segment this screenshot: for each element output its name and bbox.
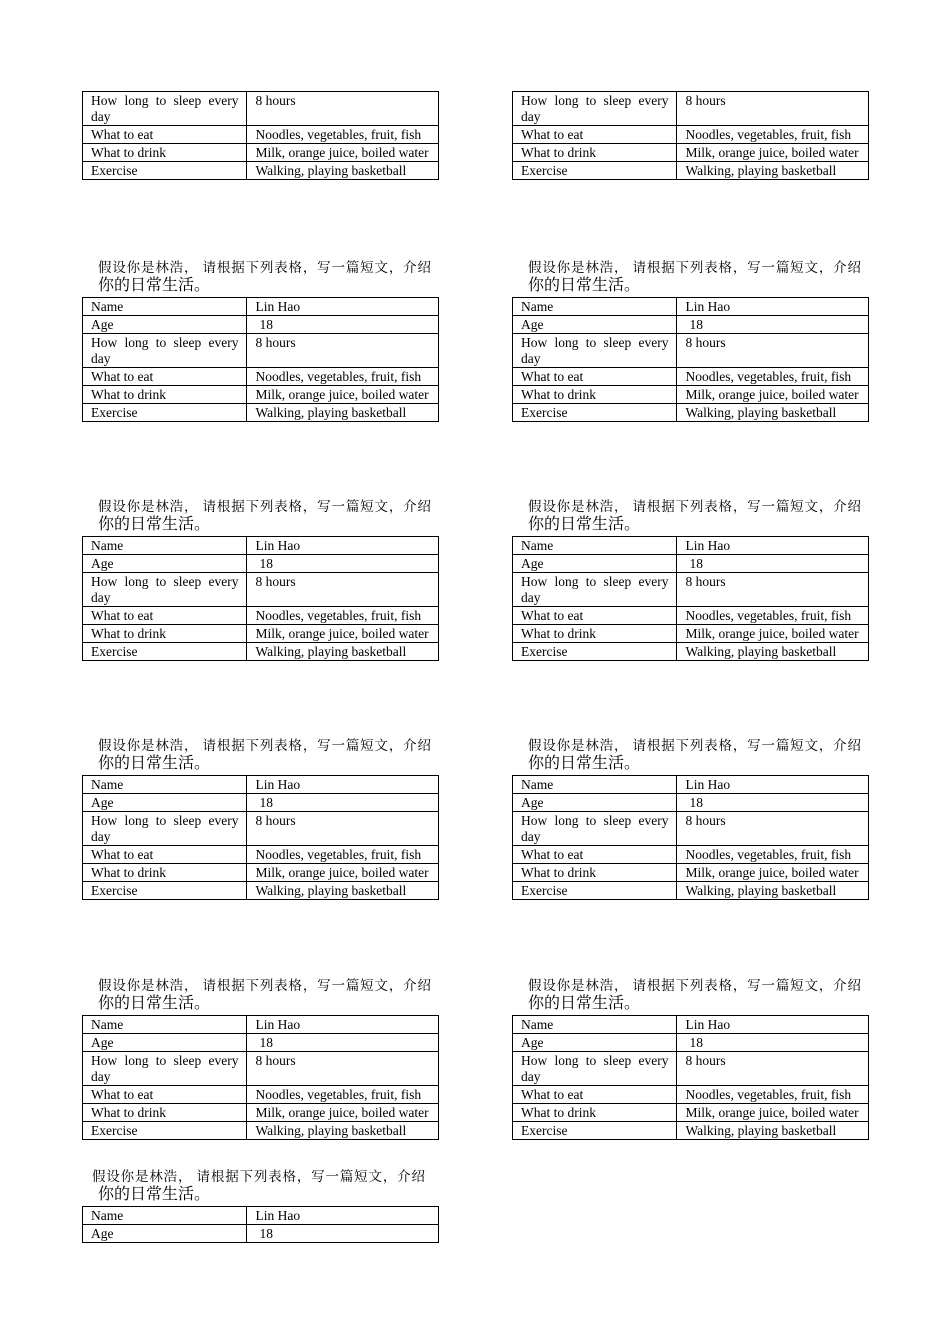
table-row bbox=[83, 92, 439, 126]
row-value: Milk, orange juice, boiled water bbox=[247, 144, 439, 162]
card-partial-bottom bbox=[82, 1168, 439, 1243]
table-row bbox=[83, 298, 439, 316]
row-value: Walking, playing basketball bbox=[247, 882, 439, 900]
row-label: Name bbox=[513, 537, 677, 555]
row-value: 18 bbox=[247, 555, 439, 573]
row-value: Lin Hao bbox=[247, 537, 439, 555]
row-value: Milk, orange juice, boiled water bbox=[247, 625, 439, 643]
table-row bbox=[513, 404, 869, 422]
row-value: 8 hours bbox=[247, 812, 439, 846]
row-label: What to drink bbox=[83, 1104, 247, 1122]
table-row bbox=[83, 537, 439, 555]
prompt-line-1: 假设你是林浩， 请根据下列表格，写一篇短文，介绍 bbox=[528, 978, 861, 993]
table-row bbox=[513, 1052, 869, 1086]
row-label: What to eat bbox=[83, 607, 247, 625]
prompt-line-1: 假设你是林浩， 请根据下列表格，写一篇短文，介绍 bbox=[98, 499, 431, 514]
row-label: How long to sleep every day bbox=[513, 1052, 677, 1086]
table-row bbox=[513, 625, 869, 643]
row-value: Walking, playing basketball bbox=[677, 162, 869, 180]
row-label: Age bbox=[83, 794, 247, 812]
table-row bbox=[83, 555, 439, 573]
table-row bbox=[83, 846, 439, 864]
row-label: Exercise bbox=[83, 162, 247, 180]
table-row bbox=[83, 776, 439, 794]
table-row bbox=[513, 1104, 869, 1122]
prompt-card bbox=[512, 737, 869, 900]
table-row bbox=[513, 1016, 869, 1034]
row-label: Age bbox=[513, 555, 677, 573]
row-value: Walking, playing basketball bbox=[677, 1122, 869, 1140]
prompt-line-1: 假设你是林浩， 请根据下列表格，写一篇短文，介绍 bbox=[98, 738, 431, 753]
row-label: What to eat bbox=[83, 126, 247, 144]
row-label: Age bbox=[513, 316, 677, 334]
row-value: Milk, orange juice, boiled water bbox=[247, 864, 439, 882]
table-row bbox=[513, 162, 869, 180]
row-label: Exercise bbox=[83, 404, 247, 422]
row-value: Noodles, vegetables, fruit, fish bbox=[247, 126, 439, 144]
row-label: Exercise bbox=[513, 404, 677, 422]
table-row bbox=[513, 334, 869, 368]
table-row bbox=[513, 555, 869, 573]
prompt-line-2: 你的日常生活。 bbox=[528, 516, 641, 533]
row-value: 18 bbox=[677, 1034, 869, 1052]
table-row bbox=[513, 386, 869, 404]
row-label: Name bbox=[83, 1016, 247, 1034]
row-label: What to eat bbox=[513, 126, 677, 144]
prompt-line-1: 假设你是林浩， 请根据下列表格，写一篇短文，介绍 bbox=[92, 1169, 425, 1184]
row-value: Lin Hao bbox=[677, 537, 869, 555]
table-row bbox=[83, 386, 439, 404]
row-label: What to drink bbox=[513, 1104, 677, 1122]
prompt-line-2: 你的日常生活。 bbox=[98, 277, 211, 294]
table-row bbox=[513, 882, 869, 900]
table-row bbox=[513, 607, 869, 625]
prompt-line-1: 假设你是林浩， 请根据下列表格，写一篇短文，介绍 bbox=[528, 260, 861, 275]
table-row bbox=[83, 1104, 439, 1122]
table-row bbox=[513, 126, 869, 144]
row-label: Exercise bbox=[83, 882, 247, 900]
row-value: Milk, orange juice, boiled water bbox=[247, 1104, 439, 1122]
table-row bbox=[83, 1207, 439, 1225]
row-value: 8 hours bbox=[247, 573, 439, 607]
prompt-card bbox=[82, 737, 439, 900]
table-row bbox=[83, 882, 439, 900]
info-table bbox=[512, 91, 869, 180]
row-value: Milk, orange juice, boiled water bbox=[677, 144, 869, 162]
row-label: How long to sleep every day bbox=[513, 334, 677, 368]
row-label: How long to sleep every day bbox=[83, 1052, 247, 1086]
row-label: How long to sleep every day bbox=[83, 573, 247, 607]
info-table bbox=[512, 775, 869, 900]
writing-prompt bbox=[82, 977, 439, 1015]
row-value: Walking, playing basketball bbox=[247, 643, 439, 661]
prompt-line-2: 你的日常生活。 bbox=[528, 755, 641, 772]
prompt-line-2: 你的日常生活。 bbox=[98, 1186, 211, 1203]
table-row bbox=[513, 573, 869, 607]
info-table bbox=[512, 297, 869, 422]
row-value: Milk, orange juice, boiled water bbox=[247, 386, 439, 404]
info-table bbox=[82, 536, 439, 661]
table-row bbox=[83, 316, 439, 334]
row-label: Age bbox=[513, 1034, 677, 1052]
row-label: Age bbox=[83, 1034, 247, 1052]
table-row bbox=[513, 1122, 869, 1140]
row-value: 8 hours bbox=[677, 1052, 869, 1086]
prompt-card bbox=[512, 977, 869, 1140]
row-value: Noodles, vegetables, fruit, fish bbox=[677, 1086, 869, 1104]
table-row bbox=[513, 537, 869, 555]
row-label: What to eat bbox=[513, 607, 677, 625]
prompt-line-2: 你的日常生活。 bbox=[528, 277, 641, 294]
row-label: What to drink bbox=[83, 386, 247, 404]
row-value: 18 bbox=[677, 794, 869, 812]
info-table bbox=[82, 297, 439, 422]
row-label: How long to sleep every day bbox=[83, 812, 247, 846]
info-table bbox=[82, 775, 439, 900]
table-row bbox=[513, 298, 869, 316]
prompt-card bbox=[512, 259, 869, 422]
row-label: What to eat bbox=[513, 1086, 677, 1104]
row-label: Age bbox=[83, 1225, 247, 1243]
row-value: Lin Hao bbox=[247, 776, 439, 794]
table-row bbox=[513, 864, 869, 882]
row-value: Walking, playing basketball bbox=[677, 882, 869, 900]
row-label: How long to sleep every day bbox=[513, 92, 677, 126]
row-label: What to drink bbox=[513, 386, 677, 404]
card-partial-right bbox=[512, 91, 869, 180]
row-value: Noodles, vegetables, fruit, fish bbox=[677, 126, 869, 144]
table-row bbox=[513, 144, 869, 162]
row-label: What to drink bbox=[83, 144, 247, 162]
row-label: Exercise bbox=[83, 1122, 247, 1140]
table-row bbox=[513, 1086, 869, 1104]
info-table bbox=[82, 91, 439, 180]
row-value: Lin Hao bbox=[247, 1207, 439, 1225]
row-label: Age bbox=[513, 794, 677, 812]
prompt-card bbox=[82, 259, 439, 422]
row-value: 18 bbox=[247, 316, 439, 334]
table-row bbox=[513, 794, 869, 812]
table-row bbox=[83, 162, 439, 180]
table-row bbox=[83, 1016, 439, 1034]
row-value: Lin Hao bbox=[247, 1016, 439, 1034]
table-row bbox=[513, 1034, 869, 1052]
row-label: Name bbox=[83, 776, 247, 794]
row-label: What to drink bbox=[513, 864, 677, 882]
writing-prompt bbox=[512, 737, 869, 775]
row-value: 18 bbox=[677, 316, 869, 334]
row-value: Milk, orange juice, boiled water bbox=[677, 1104, 869, 1122]
card-partial-left bbox=[82, 91, 439, 180]
table-row bbox=[513, 643, 869, 661]
row-value: Noodles, vegetables, fruit, fish bbox=[247, 607, 439, 625]
table-row bbox=[83, 368, 439, 386]
row-value: Noodles, vegetables, fruit, fish bbox=[247, 846, 439, 864]
row-label: How long to sleep every day bbox=[83, 92, 247, 126]
table-row bbox=[83, 607, 439, 625]
row-label: Name bbox=[83, 1207, 247, 1225]
row-value: Lin Hao bbox=[677, 776, 869, 794]
info-table bbox=[512, 536, 869, 661]
row-value: 8 hours bbox=[247, 92, 439, 126]
prompt-card bbox=[82, 977, 439, 1140]
table-row bbox=[83, 126, 439, 144]
table-row bbox=[83, 1052, 439, 1086]
prompt-line-2: 你的日常生活。 bbox=[98, 755, 211, 772]
row-label: Exercise bbox=[513, 882, 677, 900]
row-label: Exercise bbox=[513, 162, 677, 180]
writing-prompt bbox=[512, 259, 869, 297]
row-label: Age bbox=[83, 555, 247, 573]
row-value: Walking, playing basketball bbox=[247, 404, 439, 422]
row-value: Lin Hao bbox=[247, 298, 439, 316]
writing-prompt bbox=[512, 498, 869, 536]
row-label: What to eat bbox=[83, 368, 247, 386]
table-row bbox=[83, 864, 439, 882]
prompt-line-1: 假设你是林浩， 请根据下列表格，写一篇短文，介绍 bbox=[98, 260, 431, 275]
table-row bbox=[83, 334, 439, 368]
row-label: Name bbox=[513, 298, 677, 316]
row-label: What to eat bbox=[513, 368, 677, 386]
writing-prompt bbox=[82, 737, 439, 775]
row-label: Age bbox=[83, 316, 247, 334]
writing-prompt bbox=[82, 498, 439, 536]
row-value: 8 hours bbox=[677, 334, 869, 368]
table-row bbox=[83, 643, 439, 661]
prompt-line-2: 你的日常生活。 bbox=[98, 995, 211, 1012]
prompt-line-2: 你的日常生活。 bbox=[528, 995, 641, 1012]
row-label: Name bbox=[513, 776, 677, 794]
row-label: What to drink bbox=[513, 625, 677, 643]
info-table bbox=[512, 1015, 869, 1140]
row-value: Noodles, vegetables, fruit, fish bbox=[677, 846, 869, 864]
table-row bbox=[83, 404, 439, 422]
prompt-line-1: 假设你是林浩， 请根据下列表格，写一篇短文，介绍 bbox=[528, 738, 861, 753]
table-row bbox=[513, 812, 869, 846]
prompt-line-2: 你的日常生活。 bbox=[98, 516, 211, 533]
table-row bbox=[513, 368, 869, 386]
row-label: How long to sleep every day bbox=[83, 334, 247, 368]
table-row bbox=[513, 846, 869, 864]
table-row bbox=[83, 144, 439, 162]
row-label: What to eat bbox=[83, 1086, 247, 1104]
table-row bbox=[83, 573, 439, 607]
row-label: What to eat bbox=[513, 846, 677, 864]
row-value: 18 bbox=[677, 555, 869, 573]
row-value: Walking, playing basketball bbox=[677, 404, 869, 422]
prompt-line-1: 假设你是林浩， 请根据下列表格，写一篇短文，介绍 bbox=[98, 978, 431, 993]
row-value: Milk, orange juice, boiled water bbox=[677, 625, 869, 643]
row-label: What to eat bbox=[83, 846, 247, 864]
prompt-card bbox=[82, 498, 439, 661]
row-label: What to drink bbox=[83, 625, 247, 643]
row-label: Name bbox=[83, 537, 247, 555]
row-value: Noodles, vegetables, fruit, fish bbox=[247, 1086, 439, 1104]
row-value: Noodles, vegetables, fruit, fish bbox=[677, 368, 869, 386]
row-value: Walking, playing basketball bbox=[677, 643, 869, 661]
table-row bbox=[513, 92, 869, 126]
table-row bbox=[513, 316, 869, 334]
info-table bbox=[82, 1015, 439, 1140]
row-label: Exercise bbox=[513, 1122, 677, 1140]
row-label: How long to sleep every day bbox=[513, 573, 677, 607]
writing-prompt bbox=[82, 259, 439, 297]
info-table bbox=[82, 1206, 439, 1243]
row-value: Milk, orange juice, boiled water bbox=[677, 386, 869, 404]
table-row bbox=[83, 1086, 439, 1104]
table-row bbox=[83, 1225, 439, 1243]
row-value: 8 hours bbox=[677, 92, 869, 126]
prompt-line-1: 假设你是林浩， 请根据下列表格，写一篇短文，介绍 bbox=[528, 499, 861, 514]
row-value: 8 hours bbox=[247, 1052, 439, 1086]
row-value: Walking, playing basketball bbox=[247, 162, 439, 180]
row-value: Noodles, vegetables, fruit, fish bbox=[677, 607, 869, 625]
writing-prompt bbox=[82, 1168, 439, 1206]
row-value: 18 bbox=[247, 794, 439, 812]
row-label: Name bbox=[83, 298, 247, 316]
row-label: Exercise bbox=[83, 643, 247, 661]
row-label: Name bbox=[513, 1016, 677, 1034]
row-value: Lin Hao bbox=[677, 1016, 869, 1034]
table-row bbox=[83, 1122, 439, 1140]
row-value: Walking, playing basketball bbox=[247, 1122, 439, 1140]
row-label: How long to sleep every day bbox=[513, 812, 677, 846]
row-value: 8 hours bbox=[677, 573, 869, 607]
table-row bbox=[83, 625, 439, 643]
row-value: Milk, orange juice, boiled water bbox=[677, 864, 869, 882]
row-value: Lin Hao bbox=[677, 298, 869, 316]
table-row bbox=[83, 1034, 439, 1052]
row-value: 18 bbox=[247, 1225, 439, 1243]
row-value: Noodles, vegetables, fruit, fish bbox=[247, 368, 439, 386]
table-row bbox=[83, 794, 439, 812]
row-label: What to drink bbox=[513, 144, 677, 162]
row-value: 8 hours bbox=[247, 334, 439, 368]
row-value: 18 bbox=[247, 1034, 439, 1052]
row-value: 8 hours bbox=[677, 812, 869, 846]
row-label: What to drink bbox=[83, 864, 247, 882]
prompt-card bbox=[512, 498, 869, 661]
row-label: Exercise bbox=[513, 643, 677, 661]
writing-prompt bbox=[512, 977, 869, 1015]
table-row bbox=[83, 812, 439, 846]
table-row bbox=[513, 776, 869, 794]
